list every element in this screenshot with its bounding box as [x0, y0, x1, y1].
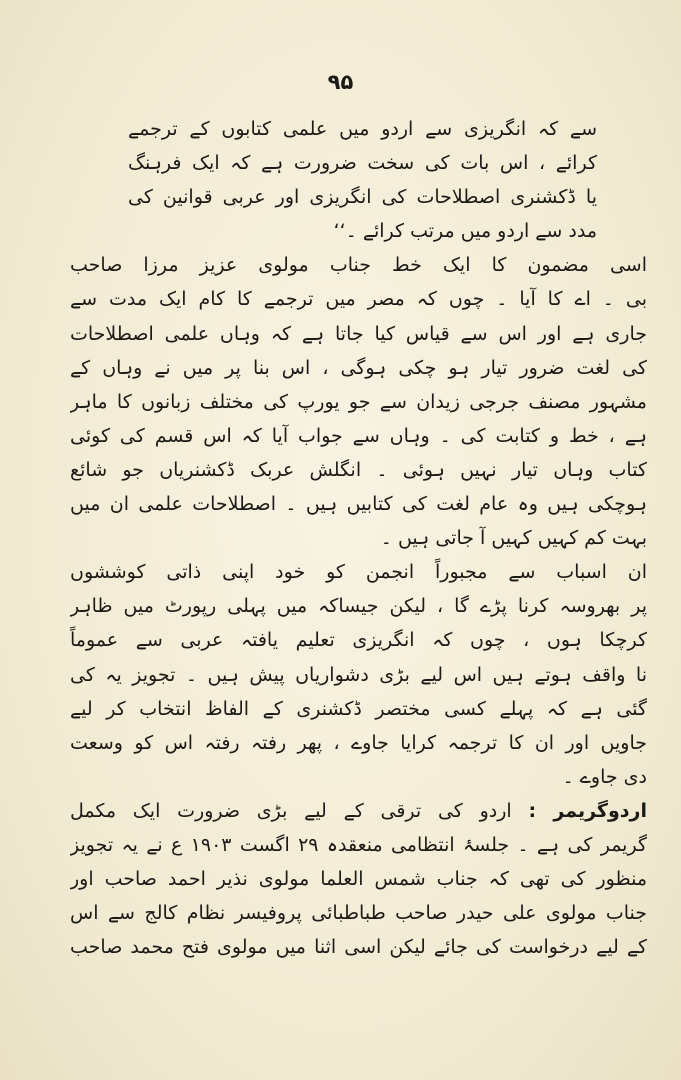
text-line: کی لغت ضرور تیار ہو چکی ہوگی ، اس بنا پر میں نے وہاں کے — [70, 356, 647, 379]
text-line: سے کہ انگریزی سے اردو میں علمی کتابوں کے ترجمے — [128, 118, 597, 140]
page-body — [70, 112, 647, 964]
text-line: گریمر کی ہے ۔ جلسۂ انتظامی منعقدہ ۲۹ اگست ۱۹۰۳ ع نے یہ تجویز — [70, 833, 647, 856]
paragraph-1 — [70, 248, 647, 555]
section-heading: اردوگریمر : — [528, 799, 647, 822]
quoted-passage — [70, 112, 647, 248]
paragraph-3 — [70, 794, 647, 964]
text-line: جاری ہے اور اس سے قیاس کیا جاتا ہے کہ وہاں علمی اصطلاحات — [70, 322, 647, 345]
page-number: ۹۵ — [327, 70, 354, 94]
text-line: ان اسباب سے مجبوراً انجمن کو خود اپنی ذاتی کوششوں — [70, 561, 647, 584]
text-line: جاویں اور ان کا ترجمہ کرایا جاوے ، پھر رفتہ رفتہ اس کو وسعت — [70, 731, 647, 754]
text-line: مدد سے اردو میں مرتب کرائے ۔‘‘ — [333, 220, 597, 243]
text-line: گئی ہے کہ پہلے کسی مختصر ڈکشنری کے الفاظ انتخاب کر لیے — [70, 697, 647, 720]
text-line: بی ۔ اے کا آیا ۔ چوں کہ مصر میں ترجمے کا کام ایک مدت سے — [70, 288, 647, 311]
text-line: کے لیے درخواست کی جائے لیکن اسی اثنا میں مولوی فتح محمد صاحب — [70, 936, 647, 959]
text-line: کرچکا ہوں ، چوں کہ انگریزی تعلیم یافتہ عربی سے عموماً — [70, 629, 647, 652]
text-line: کتاب وہاں تیار نہیں ہوئی ۔ انگلش عربک ڈکشنریاں جو شائع — [70, 458, 647, 481]
text-line: اسی مضمون کا ایک خط جناب مولوی عزیز مرزا صاحب — [70, 254, 647, 277]
text-line: منظور کی تھی کہ جناب شمس العلما مولوی نذیر احمد صاحب اور — [70, 868, 647, 891]
text-line: دی جاوے ۔ — [562, 765, 647, 788]
paragraph-2 — [70, 555, 647, 794]
text-line: پر بھروسہ کرنا پڑے گا ، لیکن جیساکہ میں پہلی رپورٹ میں ظاہر — [70, 595, 647, 618]
text-line: مشہور مصنف جرجی زیدان سے جو یورپ کی مختلف زبانوں کا ماہر — [70, 390, 647, 413]
text-line: ہوچکی ہیں وہ عام لغت کی کتابیں ہیں ۔ اصطلاحات علمی ان میں — [70, 493, 647, 516]
text-line — [70, 794, 647, 828]
text-line: ہے ، خط و کتابت کی ۔ وہاں سے جواب آیا کہ اس قسم کی کوئی — [70, 424, 647, 447]
text-line: جناب مولوی علی حیدر صاحب طباطبائی پروفیسر نظام کالج سے اس — [70, 902, 647, 925]
text-line: بہت کم کہیں کہیں آ جاتی ہیں ۔ — [380, 527, 647, 550]
text-run: اردو کی ترقی کے لیے بڑی ضرورت ایک مکمل — [70, 799, 512, 822]
text-line: یا ڈکشنری اصطلاحات کی انگریزی اور عربی قوانین کی — [128, 186, 597, 209]
text-line: نا واقف ہوتے ہیں اس لیے بڑی دشواریاں پیش ہیں ۔ تجویز یہ کی — [70, 663, 647, 686]
text-line: کرائے ، اس بات کی سخت ضرورت ہے کہ ایک فرہنگ — [128, 152, 597, 175]
